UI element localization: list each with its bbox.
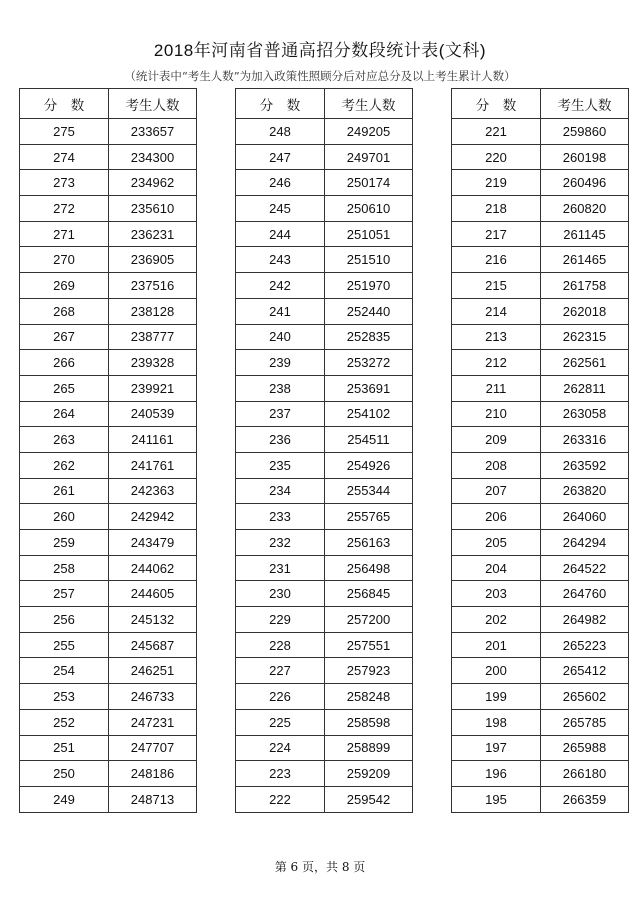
score-cell: 203 — [452, 581, 541, 607]
table-row — [452, 555, 629, 581]
table-row — [236, 298, 413, 324]
table-row — [20, 632, 197, 658]
count-cell: 242942 — [109, 504, 197, 530]
score-cell: 255 — [20, 632, 109, 658]
table-row — [236, 427, 413, 453]
count-cell: 262018 — [541, 298, 629, 324]
count-cell: 262811 — [541, 375, 629, 401]
table-row — [236, 581, 413, 607]
table-row — [236, 555, 413, 581]
score-cell: 270 — [20, 247, 109, 273]
score-cell: 269 — [20, 273, 109, 299]
table-row — [452, 144, 629, 170]
table-row — [236, 632, 413, 658]
score-cell: 207 — [452, 478, 541, 504]
score-cell: 197 — [452, 735, 541, 761]
score-cell: 246 — [236, 170, 325, 196]
score-cell: 220 — [452, 144, 541, 170]
count-cell: 260198 — [541, 144, 629, 170]
table-row — [20, 247, 197, 273]
table-row — [20, 324, 197, 350]
table-row — [20, 504, 197, 530]
count-cell: 234300 — [109, 144, 197, 170]
score-cell: 244 — [236, 221, 325, 247]
count-cell: 256163 — [325, 530, 413, 556]
score-cell: 259 — [20, 530, 109, 556]
count-cell: 245132 — [109, 607, 197, 633]
score-cell: 252 — [20, 709, 109, 735]
table-row — [452, 298, 629, 324]
score-cell: 204 — [452, 555, 541, 581]
table-row — [236, 684, 413, 710]
count-cell: 265223 — [541, 632, 629, 658]
count-cell: 264060 — [541, 504, 629, 530]
page-title: 2018年河南省普通高招分数段统计表(文科) — [153, 41, 487, 60]
count-cell: 265412 — [541, 658, 629, 684]
count-cell: 262315 — [541, 324, 629, 350]
table-row — [452, 350, 629, 376]
table-header-row — [20, 89, 197, 119]
count-cell: 259209 — [325, 761, 413, 787]
table-row — [452, 478, 629, 504]
table-row — [236, 350, 413, 376]
page-footer: 第 6 页，共 8 页 — [274, 860, 366, 874]
table-row — [20, 581, 197, 607]
table-row — [20, 350, 197, 376]
count-header: 考生人数 — [109, 89, 197, 119]
score-cell: 273 — [20, 170, 109, 196]
score-cell: 205 — [452, 530, 541, 556]
table-row — [20, 607, 197, 633]
table-row — [452, 658, 629, 684]
score-cell: 226 — [236, 684, 325, 710]
table-row — [452, 684, 629, 710]
count-cell: 259860 — [541, 119, 629, 145]
table-row — [236, 196, 413, 222]
count-cell: 255344 — [325, 478, 413, 504]
score-cell: 243 — [236, 247, 325, 273]
table-row — [452, 786, 629, 812]
score-cell: 213 — [452, 324, 541, 350]
score-cell: 247 — [236, 144, 325, 170]
count-cell: 239921 — [109, 375, 197, 401]
table-row — [236, 401, 413, 427]
table-row — [20, 375, 197, 401]
score-cell: 253 — [20, 684, 109, 710]
table-row — [452, 401, 629, 427]
count-cell: 250174 — [325, 170, 413, 196]
table-row — [236, 607, 413, 633]
score-cell: 274 — [20, 144, 109, 170]
table-row — [20, 709, 197, 735]
count-cell: 250610 — [325, 196, 413, 222]
count-cell: 237516 — [109, 273, 197, 299]
score-cell: 231 — [236, 555, 325, 581]
score-cell: 241 — [236, 298, 325, 324]
table-row — [236, 144, 413, 170]
score-cell: 214 — [452, 298, 541, 324]
count-cell: 251970 — [325, 273, 413, 299]
score-cell: 219 — [452, 170, 541, 196]
table-row — [452, 530, 629, 556]
count-cell: 244605 — [109, 581, 197, 607]
table-row — [452, 735, 629, 761]
score-cell: 212 — [452, 350, 541, 376]
table-row — [236, 761, 413, 787]
table-row — [236, 478, 413, 504]
table-row — [236, 170, 413, 196]
score-cell: 215 — [452, 273, 541, 299]
table-row — [20, 170, 197, 196]
score-cell: 210 — [452, 401, 541, 427]
score-cell: 229 — [236, 607, 325, 633]
count-cell: 264522 — [541, 555, 629, 581]
count-cell: 263592 — [541, 452, 629, 478]
table-row — [236, 375, 413, 401]
count-cell: 266180 — [541, 761, 629, 787]
count-cell: 259542 — [325, 786, 413, 812]
score-cell: 206 — [452, 504, 541, 530]
table-row — [20, 761, 197, 787]
count-cell: 264982 — [541, 607, 629, 633]
score-cell: 218 — [452, 196, 541, 222]
table-row — [236, 324, 413, 350]
table-row — [452, 581, 629, 607]
score-cell: 201 — [452, 632, 541, 658]
count-cell: 265602 — [541, 684, 629, 710]
table-row — [236, 273, 413, 299]
count-cell: 247707 — [109, 735, 197, 761]
score-cell: 216 — [452, 247, 541, 273]
score-cell: 221 — [452, 119, 541, 145]
score-cell: 195 — [452, 786, 541, 812]
table-row — [452, 607, 629, 633]
table-row — [20, 658, 197, 684]
count-cell: 248186 — [109, 761, 197, 787]
count-cell: 263058 — [541, 401, 629, 427]
table-row — [236, 119, 413, 145]
count-cell: 254102 — [325, 401, 413, 427]
score-table-3 — [451, 88, 629, 813]
score-table-1 — [19, 88, 197, 813]
score-cell: 275 — [20, 119, 109, 145]
score-cell: 235 — [236, 452, 325, 478]
table-row — [452, 273, 629, 299]
count-cell: 246733 — [109, 684, 197, 710]
table-row — [452, 709, 629, 735]
score-cell: 256 — [20, 607, 109, 633]
table-row — [452, 504, 629, 530]
score-cell: 257 — [20, 581, 109, 607]
count-cell: 257551 — [325, 632, 413, 658]
table-row — [20, 786, 197, 812]
table-row — [452, 196, 629, 222]
table-row — [452, 247, 629, 273]
count-cell: 251510 — [325, 247, 413, 273]
score-cell: 234 — [236, 478, 325, 504]
count-cell: 249205 — [325, 119, 413, 145]
table-row — [452, 375, 629, 401]
score-cell: 223 — [236, 761, 325, 787]
count-header: 考生人数 — [325, 89, 413, 119]
score-cell: 236 — [236, 427, 325, 453]
score-cell: 209 — [452, 427, 541, 453]
count-cell: 234962 — [109, 170, 197, 196]
count-cell: 255765 — [325, 504, 413, 530]
table-row — [236, 530, 413, 556]
count-cell: 233657 — [109, 119, 197, 145]
count-cell: 265785 — [541, 709, 629, 735]
count-cell: 256845 — [325, 581, 413, 607]
count-cell: 264294 — [541, 530, 629, 556]
table-row — [236, 735, 413, 761]
table-row — [20, 401, 197, 427]
score-cell: 266 — [20, 350, 109, 376]
table-row — [236, 247, 413, 273]
count-cell: 256498 — [325, 555, 413, 581]
score-table-2 — [235, 88, 413, 813]
score-cell: 261 — [20, 478, 109, 504]
score-cell: 268 — [20, 298, 109, 324]
table-header-row — [452, 89, 629, 119]
count-cell: 252440 — [325, 298, 413, 324]
count-cell: 245687 — [109, 632, 197, 658]
count-cell: 257200 — [325, 607, 413, 633]
count-cell: 248713 — [109, 786, 197, 812]
score-cell: 232 — [236, 530, 325, 556]
count-cell: 263820 — [541, 478, 629, 504]
score-cell: 248 — [236, 119, 325, 145]
table-row — [452, 632, 629, 658]
table-row — [20, 735, 197, 761]
score-cell: 233 — [236, 504, 325, 530]
score-header: 分 数 — [20, 89, 109, 119]
table-row — [20, 196, 197, 222]
count-cell: 239328 — [109, 350, 197, 376]
table-row — [236, 221, 413, 247]
table-row — [236, 504, 413, 530]
score-cell: 267 — [20, 324, 109, 350]
count-cell: 241161 — [109, 427, 197, 453]
count-cell: 247231 — [109, 709, 197, 735]
table-row — [20, 530, 197, 556]
count-header: 考生人数 — [541, 89, 629, 119]
table-row — [452, 170, 629, 196]
count-cell: 262561 — [541, 350, 629, 376]
table-row — [20, 478, 197, 504]
count-cell: 254926 — [325, 452, 413, 478]
score-cell: 271 — [20, 221, 109, 247]
score-cell: 262 — [20, 452, 109, 478]
table-row — [236, 709, 413, 735]
score-cell: 265 — [20, 375, 109, 401]
count-cell: 258598 — [325, 709, 413, 735]
count-cell: 249701 — [325, 144, 413, 170]
table-row — [20, 555, 197, 581]
table-row — [236, 786, 413, 812]
count-cell: 260820 — [541, 196, 629, 222]
table-row — [236, 452, 413, 478]
count-cell: 251051 — [325, 221, 413, 247]
score-cell: 251 — [20, 735, 109, 761]
count-cell: 258248 — [325, 684, 413, 710]
table-header-row — [236, 89, 413, 119]
table-row — [236, 658, 413, 684]
table-row — [20, 119, 197, 145]
count-cell: 257923 — [325, 658, 413, 684]
score-cell: 202 — [452, 607, 541, 633]
table-row — [20, 684, 197, 710]
score-cell: 225 — [236, 709, 325, 735]
table-row — [20, 452, 197, 478]
table-row — [452, 119, 629, 145]
score-cell: 239 — [236, 350, 325, 376]
count-cell: 238777 — [109, 324, 197, 350]
count-cell: 240539 — [109, 401, 197, 427]
score-cell: 264 — [20, 401, 109, 427]
table-row — [452, 221, 629, 247]
score-cell: 227 — [236, 658, 325, 684]
score-cell: 230 — [236, 581, 325, 607]
count-cell: 238128 — [109, 298, 197, 324]
table-row — [20, 427, 197, 453]
count-cell: 261758 — [541, 273, 629, 299]
score-cell: 200 — [452, 658, 541, 684]
score-cell: 228 — [236, 632, 325, 658]
count-cell: 246251 — [109, 658, 197, 684]
score-cell: 196 — [452, 761, 541, 787]
count-cell: 265988 — [541, 735, 629, 761]
table-row — [20, 273, 197, 299]
table-row — [20, 144, 197, 170]
count-cell: 261465 — [541, 247, 629, 273]
count-cell: 258899 — [325, 735, 413, 761]
count-cell: 244062 — [109, 555, 197, 581]
score-cell: 258 — [20, 555, 109, 581]
count-cell: 254511 — [325, 427, 413, 453]
score-cell: 249 — [20, 786, 109, 812]
page-subtitle: （统计表中“考生人数”为加入政策性照顾分后对应总分及以上考生累计人数） — [124, 69, 516, 83]
table-row — [452, 761, 629, 787]
count-cell: 236231 — [109, 221, 197, 247]
score-cell: 217 — [452, 221, 541, 247]
score-cell: 211 — [452, 375, 541, 401]
score-header: 分 数 — [452, 89, 541, 119]
count-cell: 260496 — [541, 170, 629, 196]
table-row — [20, 221, 197, 247]
count-cell: 253691 — [325, 375, 413, 401]
count-cell: 261145 — [541, 221, 629, 247]
score-cell: 240 — [236, 324, 325, 350]
count-cell: 263316 — [541, 427, 629, 453]
score-cell: 272 — [20, 196, 109, 222]
table-row — [452, 452, 629, 478]
count-cell: 235610 — [109, 196, 197, 222]
count-cell: 241761 — [109, 452, 197, 478]
score-cell: 263 — [20, 427, 109, 453]
table-row — [452, 427, 629, 453]
count-cell: 253272 — [325, 350, 413, 376]
score-cell: 242 — [236, 273, 325, 299]
score-cell: 250 — [20, 761, 109, 787]
score-cell: 222 — [236, 786, 325, 812]
count-cell: 236905 — [109, 247, 197, 273]
score-cell: 198 — [452, 709, 541, 735]
count-cell: 264760 — [541, 581, 629, 607]
score-cell: 245 — [236, 196, 325, 222]
score-cell: 254 — [20, 658, 109, 684]
score-header: 分 数 — [236, 89, 325, 119]
score-cell: 260 — [20, 504, 109, 530]
count-cell: 243479 — [109, 530, 197, 556]
score-cell: 238 — [236, 375, 325, 401]
count-cell: 266359 — [541, 786, 629, 812]
score-cell: 208 — [452, 452, 541, 478]
count-cell: 252835 — [325, 324, 413, 350]
count-cell: 242363 — [109, 478, 197, 504]
table-row — [20, 298, 197, 324]
score-cell: 237 — [236, 401, 325, 427]
table-row — [452, 324, 629, 350]
score-cell: 199 — [452, 684, 541, 710]
score-cell: 224 — [236, 735, 325, 761]
